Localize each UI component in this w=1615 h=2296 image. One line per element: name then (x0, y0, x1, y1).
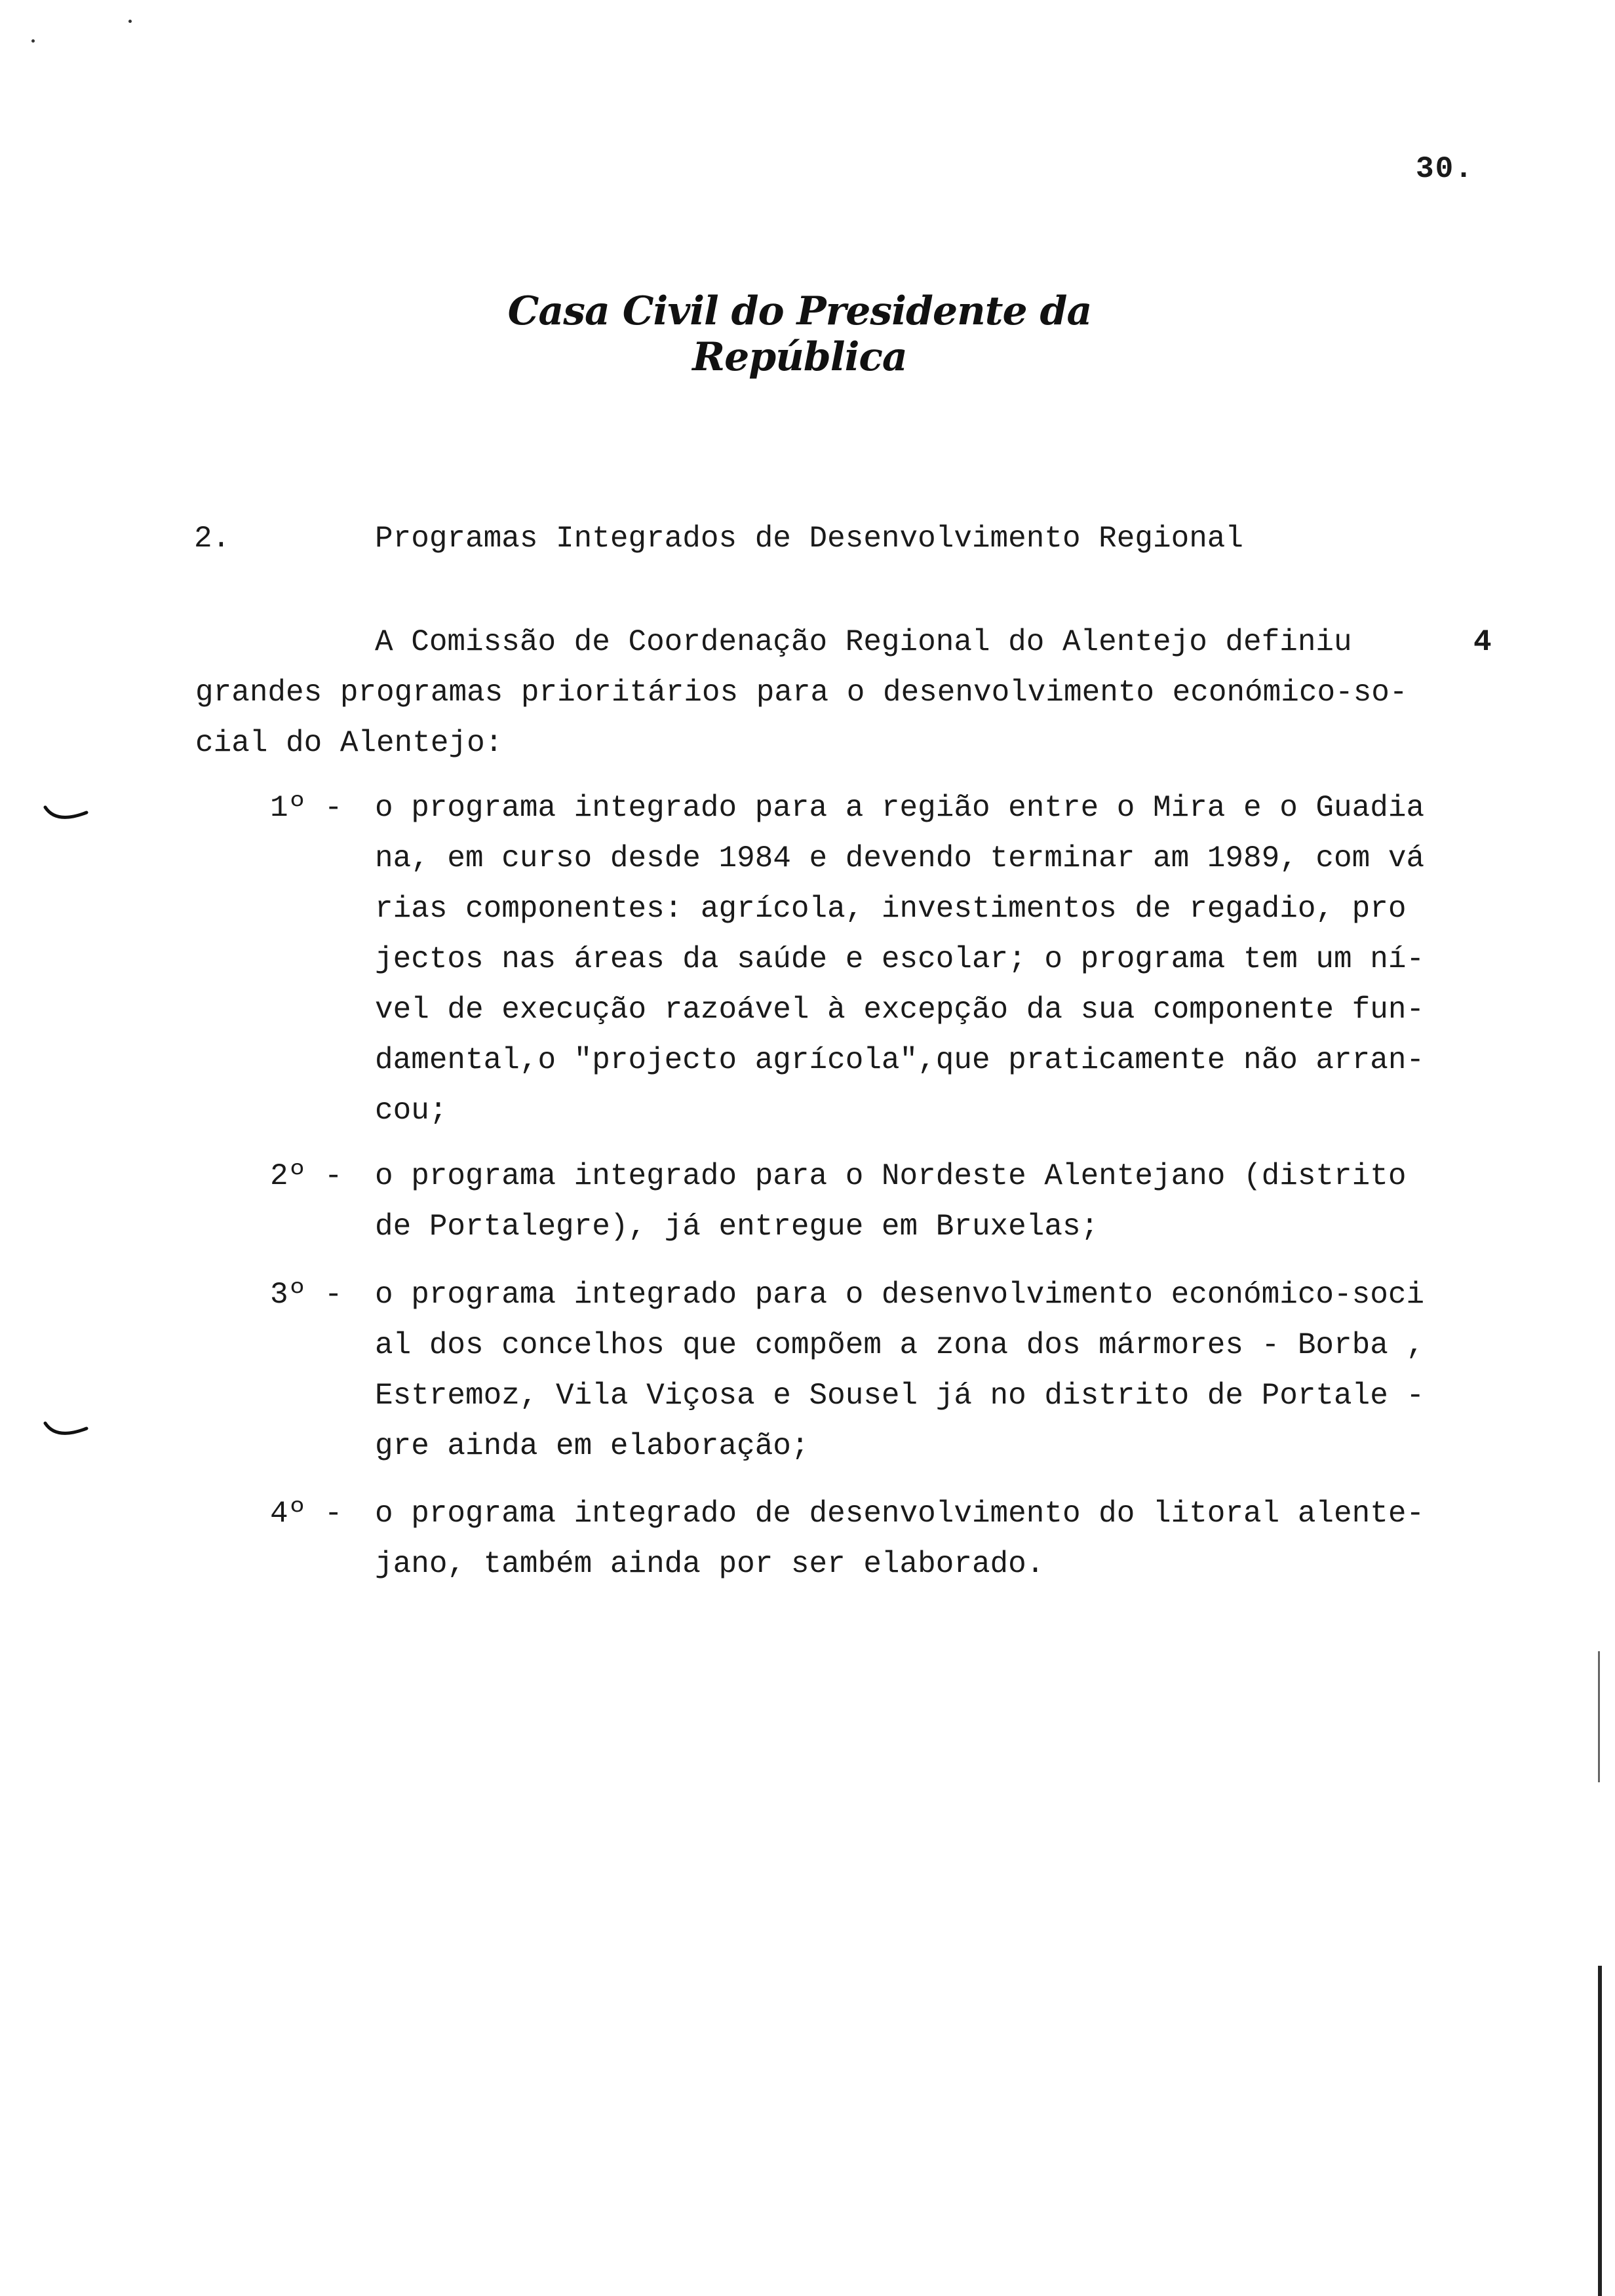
item-line: o programa integrado para o desenvolvimento económico-soci (375, 1278, 1425, 1312)
list-item (375, 1489, 1424, 1590)
scan-speck (128, 20, 132, 23)
item-line: jano, também ainda por ser elaborado. (375, 1547, 1045, 1581)
item-marker: 2º - (270, 1159, 343, 1193)
item-line: na, em curso desde 1984 e devendo terminar am 1989, com vá (375, 841, 1425, 875)
item-line: damental,o "projecto agrícola",que praticamente não arran- (375, 1043, 1425, 1077)
item-line: o programa integrado para o Nordeste Alentejano (distrito (375, 1159, 1407, 1193)
item-line: o programa integrado de desenvolvimento do litoral alente- (375, 1497, 1425, 1531)
item-line: o programa integrado para a região entre o Mira e o Guadia (375, 791, 1425, 825)
item-line: rias componentes: agrícola, investimentos de regadio, pro (375, 892, 1407, 926)
list-item (375, 1270, 1424, 1472)
intro-count: 4 (1473, 625, 1492, 659)
section-title: Programas Integrados de Desenvolvimento Regional (375, 522, 1244, 556)
item-line: Estremoz, Vila Viçosa e Sousel já no distrito de Portale - (375, 1379, 1425, 1413)
intro-paragraph (195, 617, 1408, 769)
margin-check-mark (43, 805, 89, 824)
page-number: 30. (1416, 152, 1474, 186)
item-marker: 3º - (270, 1278, 343, 1312)
item-line: jectos nas áreas da saúde e escolar; o programa tem um ní- (375, 942, 1425, 976)
item-line: al dos concelhos que compõem a zona dos mármores - Borba , (375, 1328, 1425, 1362)
item-marker: 4º - (270, 1497, 343, 1531)
section-number: 2. (194, 522, 231, 556)
item-line: de Portalegre), já entregue em Bruxelas; (375, 1210, 1099, 1244)
intro-line: cial do Alentejo: (195, 726, 503, 760)
list-item (375, 783, 1424, 1136)
item-marker: 1º - (270, 791, 343, 825)
scan-speck (31, 39, 35, 43)
intro-line: grandes programas prioritários para o desenvolvimento económico-so- (195, 676, 1408, 710)
letterhead: Casa Civil do Presidente da República (507, 288, 1092, 380)
item-line: vel de execução razoável à excepção da sua componente fun- (375, 993, 1425, 1027)
scan-edge-line (1598, 1651, 1600, 1782)
scan-edge-line (1598, 1966, 1602, 2296)
item-line: cou; (375, 1094, 448, 1128)
item-line: gre ainda em elaboração; (375, 1429, 809, 1463)
list-item (375, 1151, 1406, 1252)
margin-check-mark (43, 1421, 89, 1440)
intro-line: A Comissão de Coordenação Regional do Alentejo definiu (375, 625, 1352, 659)
